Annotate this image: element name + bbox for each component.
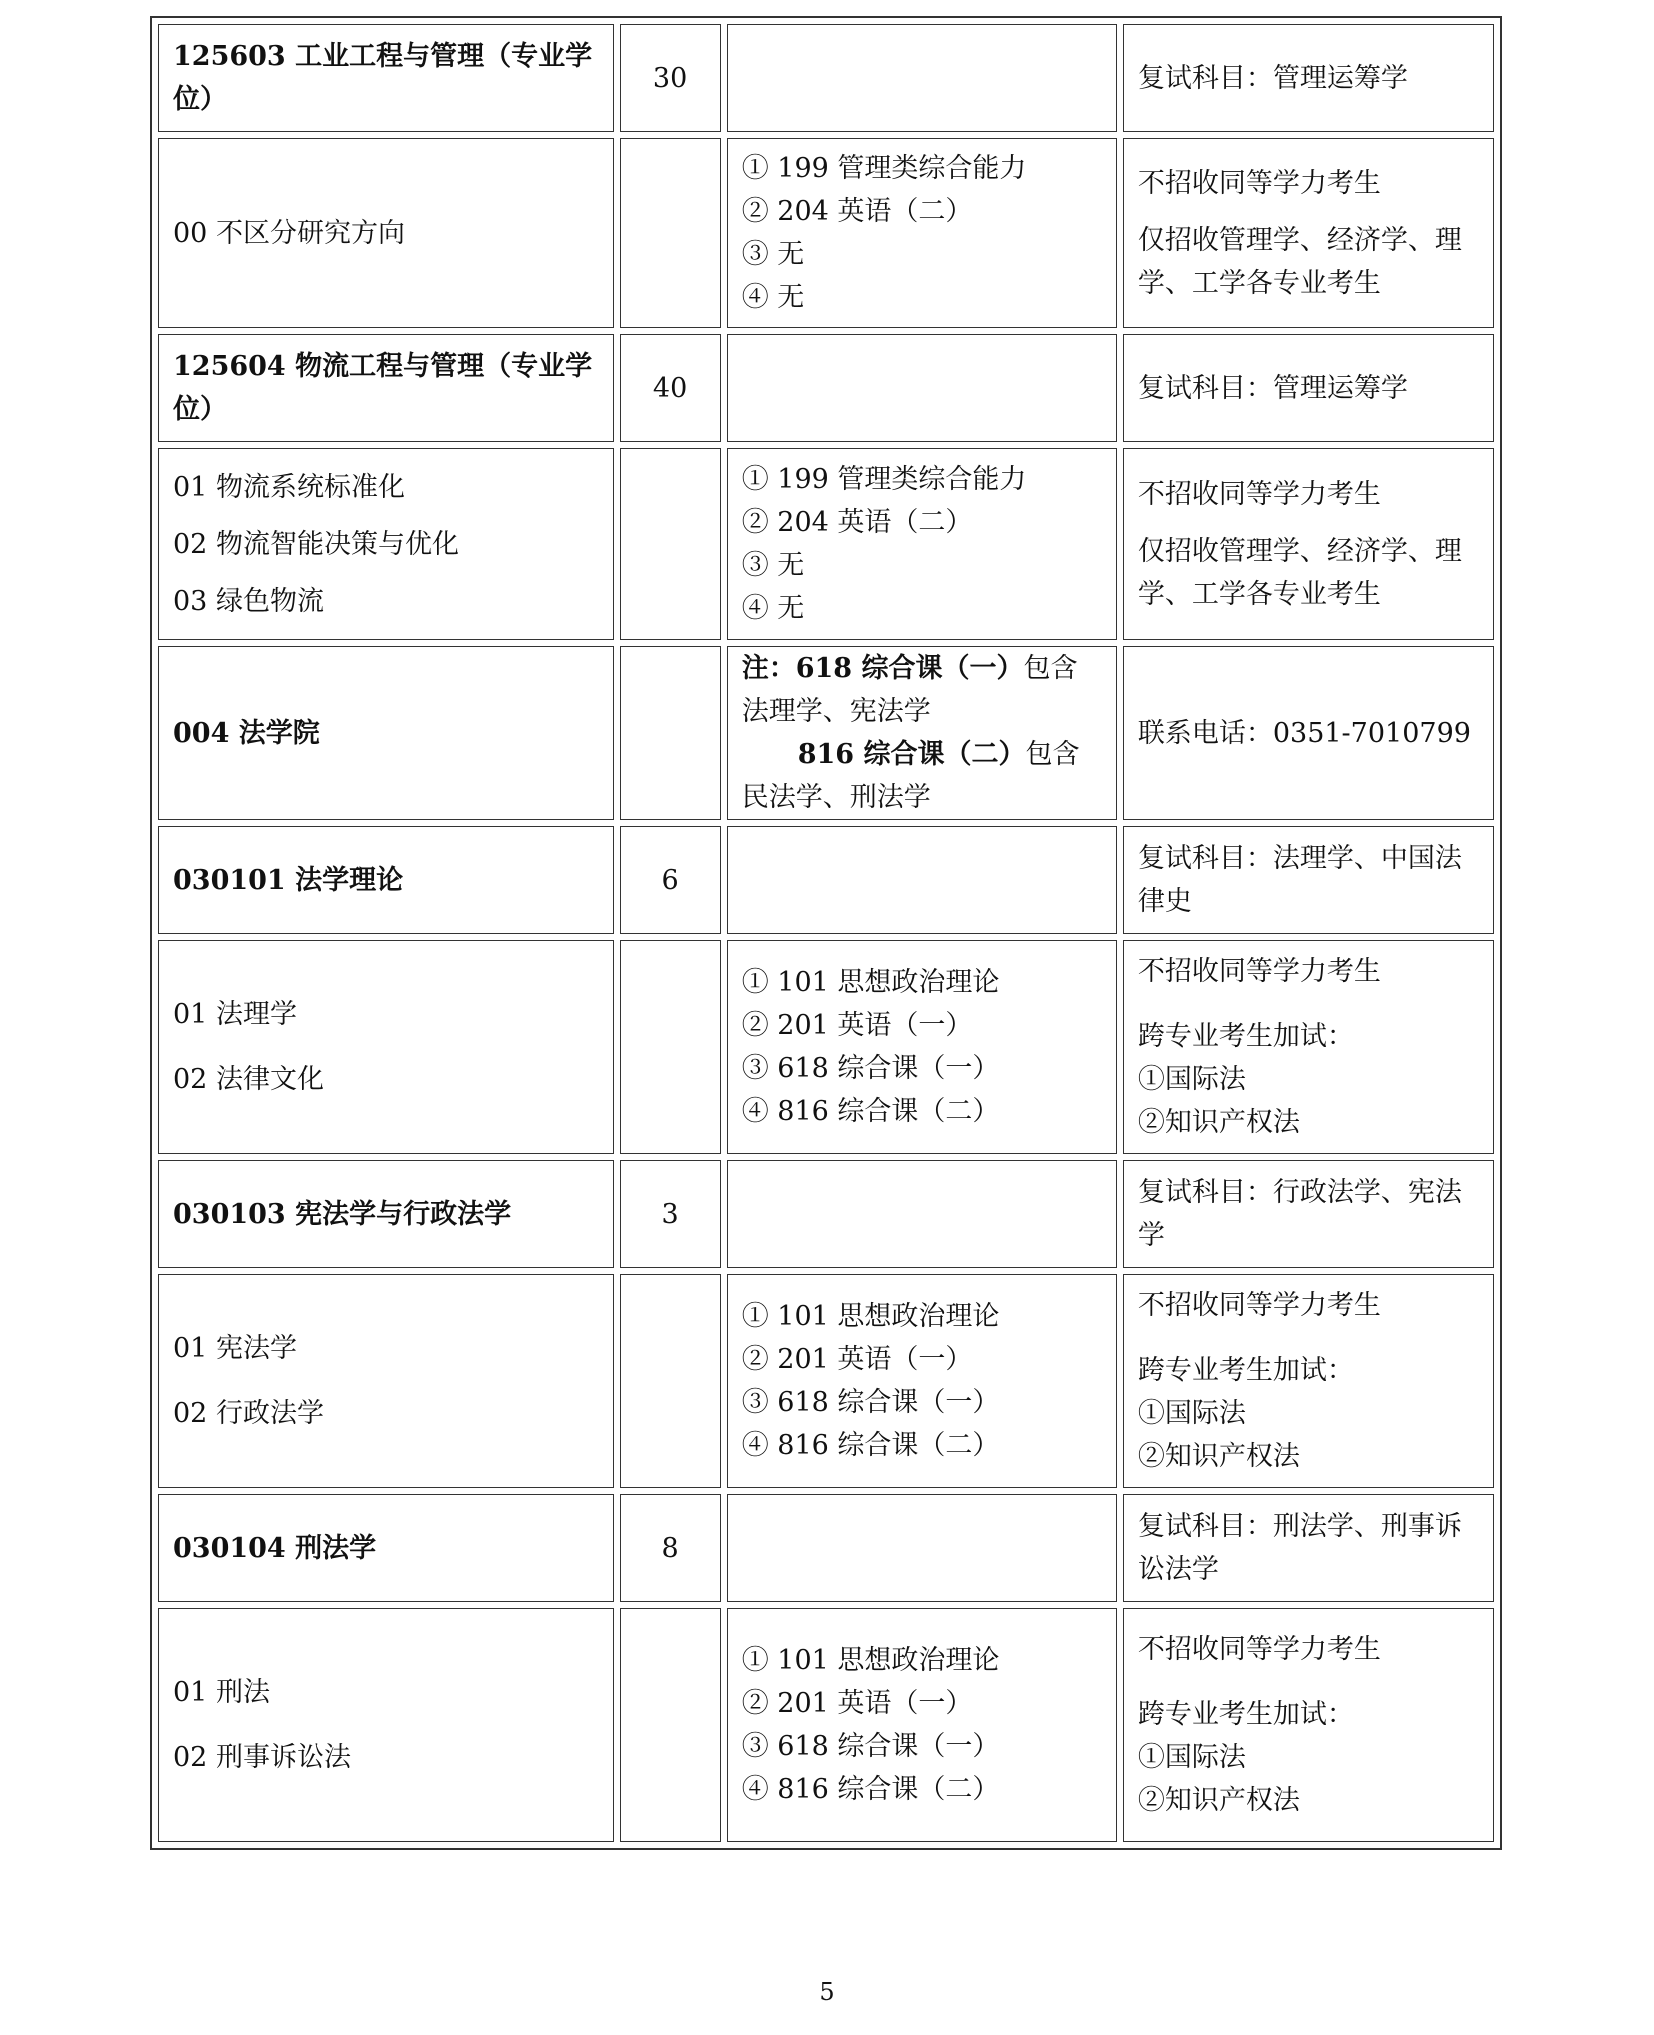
quota-cell <box>620 448 721 640</box>
quota-cell <box>620 940 721 1154</box>
exam-item: ④ 无 <box>741 282 805 313</box>
quota-cell <box>620 1274 721 1488</box>
direction-item: 01 宪法学 <box>173 1333 297 1364</box>
exam-item: ③ 618 综合课（一） <box>741 1387 1000 1418</box>
direction-item: 00 不区分研究方向 <box>173 217 405 249</box>
directions-cell <box>158 1608 614 1842</box>
major-title-cell <box>158 1160 614 1268</box>
enrollment-table <box>150 16 1502 1850</box>
remark-text: 仅招收管理学、经济学、理学、工学各专业考生 <box>1137 535 1462 610</box>
quota: 8 <box>661 1532 679 1564</box>
table-row <box>158 448 1494 640</box>
exam-item: ③ 无 <box>741 239 805 270</box>
quota-cell <box>620 334 721 442</box>
remarks-cell <box>1123 24 1494 132</box>
major-title-cell <box>158 24 614 132</box>
remark-text: 复试科目：刑法学、刑事诉讼法学 <box>1137 1511 1462 1585</box>
exam-item: ③ 无 <box>741 550 805 581</box>
note-bold: 816 综合课（二） <box>797 739 1026 770</box>
note-text: 包含民法学、刑法学 <box>741 739 1080 813</box>
quota: 30 <box>652 62 688 94</box>
remark-text: ②知识产权法 <box>1137 1441 1300 1472</box>
exam-item: ④ 无 <box>741 593 805 624</box>
quota-cell <box>620 646 721 820</box>
major-title: 125604 物流工程与管理（专业学位） <box>173 351 593 425</box>
remark-text: 跨专业考生加试： <box>1137 1355 1354 1386</box>
exam-item: ① 101 思想政治理论 <box>741 967 1000 998</box>
exam-item: ① 101 思想政治理论 <box>741 1301 1000 1332</box>
direction-item: 02 物流智能决策与优化 <box>173 528 459 560</box>
exam-item: ④ 816 综合课（二） <box>741 1430 1000 1461</box>
exam-cell <box>727 826 1117 934</box>
major-title: 030104 刑法学 <box>173 1532 377 1564</box>
quota-cell <box>620 138 721 328</box>
department-title: 004 法学院 <box>173 717 320 749</box>
table-row <box>158 940 1494 1154</box>
table-row <box>158 1494 1494 1602</box>
direction-item: 01 法理学 <box>173 999 297 1030</box>
table-row <box>158 138 1494 328</box>
major-title-cell <box>158 334 614 442</box>
table-row <box>158 1160 1494 1268</box>
table-row <box>158 1274 1494 1488</box>
quota-cell <box>620 1494 721 1602</box>
exam-cell <box>727 334 1117 442</box>
exam-cell <box>727 24 1117 132</box>
exam-item: ② 201 英语（一） <box>741 1010 973 1041</box>
exam-cell <box>727 1160 1117 1268</box>
note-line <box>742 733 1102 819</box>
remark-text: 复试科目：法理学、中国法律史 <box>1137 843 1462 917</box>
exam-item: ① 199 管理类综合能力 <box>741 153 1027 184</box>
direction-item: 02 刑事诉讼法 <box>173 1742 351 1773</box>
table-row <box>158 646 1494 820</box>
remark-text: ①国际法 <box>1137 1398 1246 1429</box>
remarks-cell <box>1123 1274 1494 1488</box>
exam-cell <box>727 138 1117 328</box>
quota-cell <box>620 24 721 132</box>
exam-item: ① 199 管理类综合能力 <box>741 464 1027 495</box>
note-line <box>742 647 1102 733</box>
major-title-cell <box>158 1494 614 1602</box>
remark-text: 跨专业考生加试： <box>1137 1021 1354 1052</box>
remark-text: 复试科目：管理运筹学 <box>1137 62 1408 94</box>
exam-item: ② 201 英语（一） <box>741 1688 973 1719</box>
note-bold: 注：618 综合课（一） <box>741 653 1024 684</box>
remark-text: ②知识产权法 <box>1137 1107 1300 1138</box>
page-number: 5 <box>819 1978 835 2006</box>
directions-cell <box>158 138 614 328</box>
exam-cell <box>727 940 1117 1154</box>
quota-cell <box>620 1160 721 1268</box>
remark-text: 复试科目：行政法学、宪法学 <box>1137 1177 1462 1251</box>
exam-cell <box>727 448 1117 640</box>
remark-text: 不招收同等学力考生 <box>1137 1634 1381 1665</box>
remark-text: 不招收同等学力考生 <box>1137 1290 1381 1321</box>
direction-item: 02 行政法学 <box>173 1398 324 1429</box>
exam-item: ④ 816 综合课（二） <box>741 1096 1000 1127</box>
quota-cell <box>620 826 721 934</box>
table-row <box>158 24 1494 132</box>
exam-cell <box>727 1608 1117 1842</box>
remark-text: 不招收同等学力考生 <box>1137 478 1381 510</box>
exam-item: ③ 618 综合课（一） <box>741 1731 1000 1762</box>
exam-item: ② 204 英语（二） <box>741 196 973 227</box>
remarks-cell <box>1123 1494 1494 1602</box>
major-title: 030103 宪法学与行政法学 <box>173 1198 512 1230</box>
exam-item: ③ 618 综合课（一） <box>741 1053 1000 1084</box>
remark-text: 复试科目：管理运筹学 <box>1137 372 1408 404</box>
directions-cell <box>158 940 614 1154</box>
quota: 3 <box>661 1198 679 1230</box>
exam-item: ① 101 思想政治理论 <box>741 1645 1000 1676</box>
major-title: 030101 法学理论 <box>173 864 404 896</box>
remarks-cell <box>1123 826 1494 934</box>
remarks-cell <box>1123 646 1494 820</box>
contact-phone: 联系电话：0351-7010799 <box>1137 717 1471 749</box>
directions-cell <box>158 448 614 640</box>
remarks-cell <box>1123 1160 1494 1268</box>
remark-text: ①国际法 <box>1137 1064 1246 1095</box>
quota: 40 <box>652 372 688 404</box>
major-title: 125603 工业工程与管理（专业学位） <box>173 41 593 115</box>
remark-text: ②知识产权法 <box>1137 1785 1300 1816</box>
exam-item: ④ 816 综合课（二） <box>741 1774 1000 1805</box>
remark-text: 跨专业考生加试： <box>1137 1699 1354 1730</box>
direction-item: 03 绿色物流 <box>173 585 324 617</box>
remarks-cell <box>1123 448 1494 640</box>
note-cell <box>727 646 1117 820</box>
exam-cell <box>727 1274 1117 1488</box>
direction-item: 02 法律文化 <box>173 1064 324 1095</box>
remarks-cell <box>1123 138 1494 328</box>
major-title-cell <box>158 826 614 934</box>
remarks-cell <box>1123 1608 1494 1842</box>
department-cell <box>158 646 614 820</box>
exam-cell <box>727 1494 1117 1602</box>
exam-item: ② 201 英语（一） <box>741 1344 973 1375</box>
remark-text: ①国际法 <box>1137 1742 1246 1773</box>
remark-text: 不招收同等学力考生 <box>1137 167 1381 199</box>
remark-text: 不招收同等学力考生 <box>1137 956 1381 987</box>
table-row <box>158 1608 1494 1842</box>
remarks-cell <box>1123 334 1494 442</box>
directions-cell <box>158 1274 614 1488</box>
table-row <box>158 826 1494 934</box>
table-row <box>158 334 1494 442</box>
exam-item: ② 204 英语（二） <box>741 507 973 538</box>
direction-item: 01 刑法 <box>173 1677 270 1708</box>
quota-cell <box>620 1608 721 1842</box>
direction-item: 01 物流系统标准化 <box>173 471 405 503</box>
quota: 6 <box>661 864 679 896</box>
remark-text: 仅招收管理学、经济学、理学、工学各专业考生 <box>1137 224 1462 299</box>
remarks-cell <box>1123 940 1494 1154</box>
note-text: 包含法理学、宪法学 <box>741 653 1078 727</box>
